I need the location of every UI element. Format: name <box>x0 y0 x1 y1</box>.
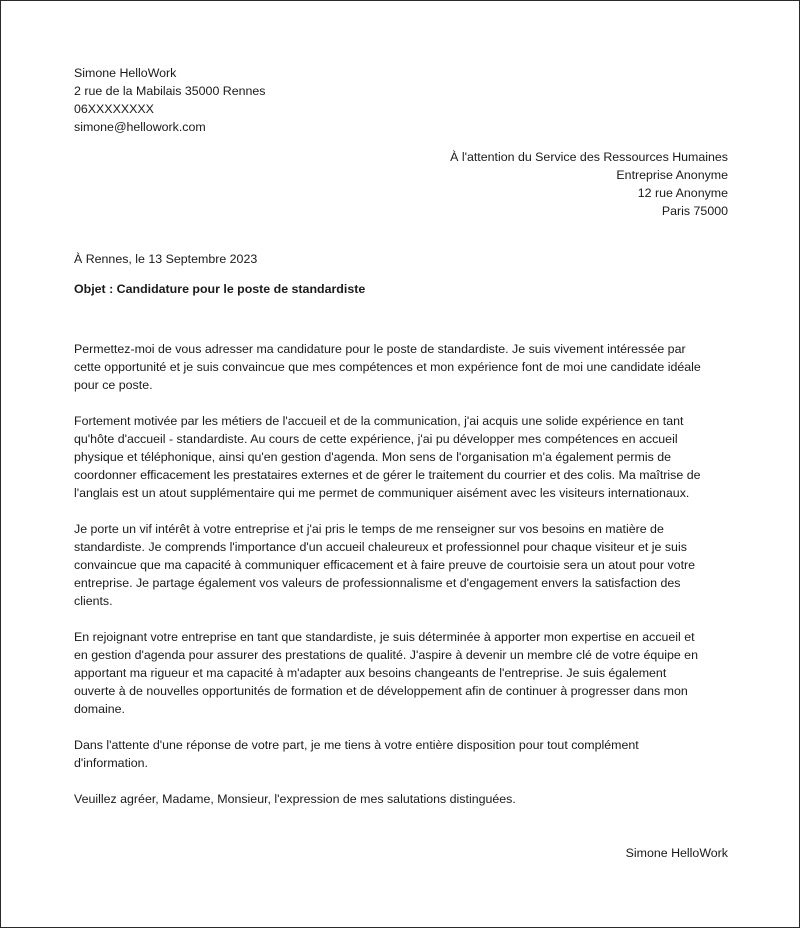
recipient-street: 12 rue Anonyme <box>637 186 728 200</box>
paragraph-line: d'information. <box>74 756 148 770</box>
cover-letter <box>74 64 728 862</box>
body-paragraph <box>74 628 728 718</box>
paragraph-line: standardiste. Je comprends l'importance d'un accueil chaleureux et professionnel pour chaque visiteur et je suis <box>74 540 687 554</box>
paragraph-line: Dans l'attente d'une réponse de votre part, je me tiens à votre entière disposition pour tout complément <box>74 738 639 752</box>
body-paragraph <box>74 520 728 610</box>
recipient-city: Paris 75000 <box>661 204 728 218</box>
body-paragraph <box>74 736 728 772</box>
paragraph-line: coordonner efficacement les prestataires externes et de gérer le traitement du courrier et des colis. Ma maîtrise de <box>74 468 701 482</box>
paragraph-line: domaine. <box>74 702 125 716</box>
closing-formula: Veuillez agréer, Madame, Monsieur, l'expression de mes salutations distinguées. <box>74 792 516 806</box>
paragraph-line: qu'hôte d'accueil - standardiste. Au cours de cette expérience, j'ai pu développer mes compétences en accueil <box>74 432 678 446</box>
sender-address: 2 rue de la Mabilais 35000 Rennes <box>74 84 266 98</box>
paragraph-line: En rejoignant votre entreprise en tant que standardiste, je suis déterminée à apporter mon expertise en accueil et <box>74 630 695 644</box>
paragraph-line: en gestion d'agenda pour assurer des prestations de qualité. J'aspire à devenir un membre clé de votre équipe en <box>74 648 698 662</box>
paragraph-line: apportant ma rigueur et ma capacité à m'adapter aux besoins changeants de l'entreprise. Je suis également <box>74 666 667 680</box>
recipient-company: Entreprise Anonyme <box>616 168 728 182</box>
sender-block <box>74 64 728 136</box>
paragraph-line: Je porte un vif intérêt à votre entreprise et j'ai pris le temps de me renseigner sur vos besoins en matière de <box>74 522 664 536</box>
paragraph-line: Fortement motivée par les métiers de l'accueil et de la communication, j'ai acquis une solide expérience en tant <box>74 414 684 428</box>
recipient-block <box>74 148 728 220</box>
signature: Simone HelloWork <box>625 846 728 860</box>
date-place: À Rennes, le 13 Septembre 2023 <box>74 252 258 266</box>
paragraph-line: entreprise. Je partage également vos valeurs de professionnalisme et d'engagement envers la satisfaction des <box>74 576 681 590</box>
letter-body <box>74 340 728 808</box>
sender-phone: 06XXXXXXXX <box>74 102 154 116</box>
letter-subject: Objet : Candidature pour le poste de standardiste <box>74 282 366 296</box>
sender-email: simone@hellowork.com <box>74 120 206 134</box>
paragraph-line: physique et téléphonique, ainsi qu'en gestion d'agenda. Mon sens de l'organisation m'a également permis de <box>74 450 672 464</box>
body-paragraph <box>74 340 728 394</box>
paragraph-line: pour ce poste. <box>74 378 153 392</box>
paragraph-line: l'anglais est un atout supplémentaire qui me permet de communiquer aisément avec les visiteurs internationaux. <box>74 486 690 500</box>
paragraph-line: cette opportunité et je suis convaincue que mes compétences et mon expérience font de moi une candidate idéale <box>74 360 701 374</box>
paragraph-line: convaincue que ma capacité à communiquer efficacement et à faire preuve de courtoisie sera un atout pour votre <box>74 558 696 572</box>
paragraph-line: ouverte à de nouvelles opportunités de formation et de développement afin de continuer à progresser dans mon <box>74 684 688 698</box>
paragraph-line: clients. <box>74 594 113 608</box>
paragraph-line: Permettez-moi de vous adresser ma candidature pour le poste de standardiste. Je suis vivement intéressée par <box>74 342 686 356</box>
sender-name: Simone HelloWork <box>74 66 177 80</box>
recipient-attention: À l'attention du Service des Ressources Humaines <box>450 150 728 164</box>
body-paragraph <box>74 412 728 502</box>
